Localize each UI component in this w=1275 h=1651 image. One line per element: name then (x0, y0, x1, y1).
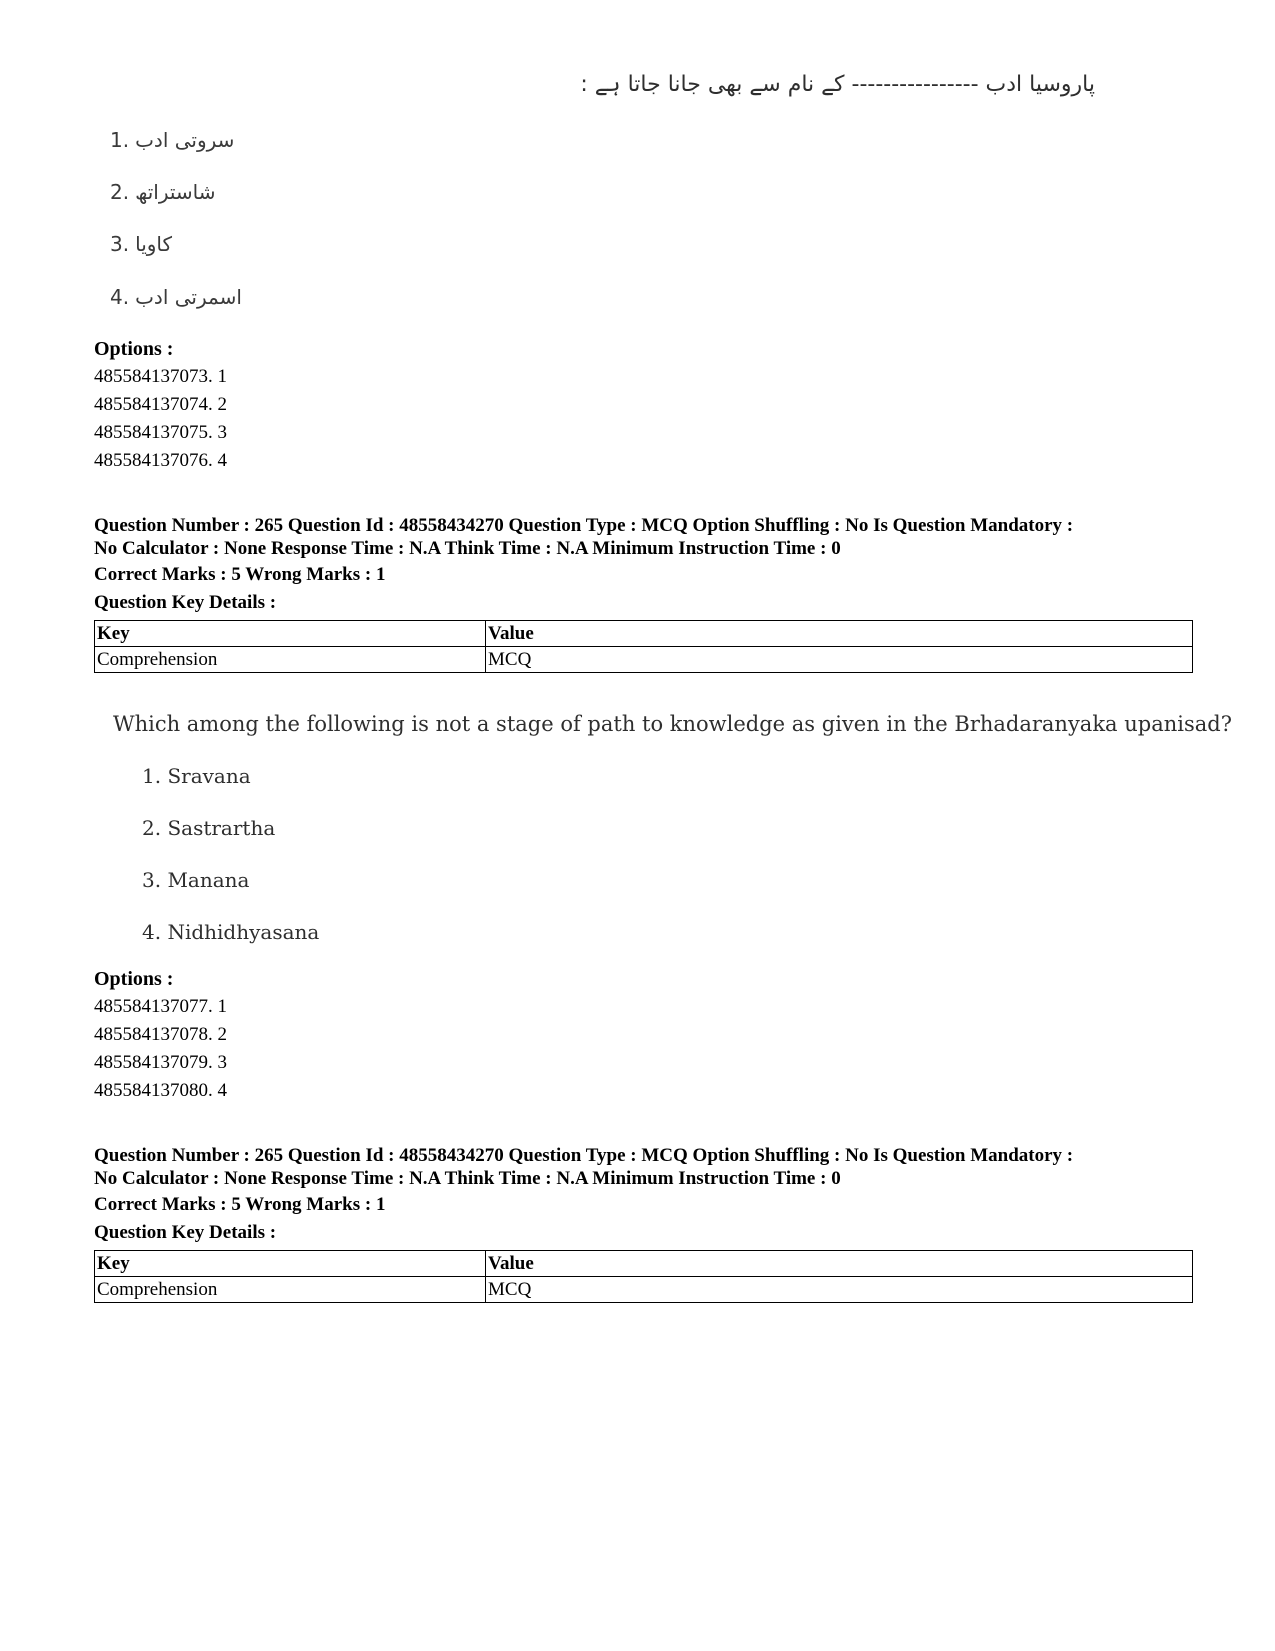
header-value: Value (486, 1251, 1193, 1277)
key-details-table (94, 620, 1193, 673)
option-id-line: 485584137077. 1 (94, 996, 227, 1017)
options-label: Options : (94, 968, 174, 990)
choice-number: 2. (110, 180, 130, 204)
table-row (95, 1277, 1193, 1303)
option-id-line: 485584137075. 3 (94, 422, 227, 443)
metadata-line-1: Question Number : 265 Question Id : 48558434270 Question Type : MCQ Option Shuffling : No Is Question Mandatory : (94, 1145, 1074, 1166)
cell-value: MCQ (486, 647, 1193, 673)
table-header-row (95, 1251, 1193, 1277)
english-question-text: Which among the following is not a stage of path to knowledge as given in the Brhadaranyaka upanisad? (113, 712, 1232, 736)
metadata-line-2: No Calculator : None Response Time : N.A Think Time : N.A Minimum Instruction Time : 0 (94, 1168, 841, 1189)
cell-value: MCQ (486, 1277, 1193, 1303)
header-key: Key (95, 1251, 486, 1277)
table-row (95, 647, 1193, 673)
cell-key: Comprehension (95, 647, 486, 673)
urdu-choice-1 (110, 128, 234, 152)
header-key: Key (95, 621, 486, 647)
option-id-line: 485584137078. 2 (94, 1024, 227, 1045)
question-metadata (94, 514, 1204, 560)
english-choice-3: 3. Manana (142, 868, 250, 892)
key-details-table (94, 1250, 1193, 1303)
urdu-choice-2 (110, 180, 216, 204)
english-choice-1: 1. Sravana (142, 764, 251, 788)
choice-number: 1. (110, 128, 130, 152)
cell-key: Comprehension (95, 1277, 486, 1303)
option-id-line: 485584137079. 3 (94, 1052, 227, 1073)
choice-number: 4. (110, 285, 130, 309)
choice-text: سروتی ادب (135, 128, 235, 152)
option-id-line: 485584137073. 1 (94, 366, 227, 387)
key-details-label: Question Key Details : (94, 592, 277, 613)
option-id-line: 485584137076. 4 (94, 450, 227, 471)
question-metadata (94, 1144, 1204, 1190)
key-details-label: Question Key Details : (94, 1222, 277, 1243)
metadata-line-2: No Calculator : None Response Time : N.A Think Time : N.A Minimum Instruction Time : 0 (94, 538, 841, 559)
choice-text: کاویا (135, 232, 173, 256)
table-header-row (95, 621, 1193, 647)
option-id-line: 485584137074. 2 (94, 394, 227, 415)
choice-text: شاستراتھ (135, 180, 216, 204)
option-id-line: 485584137080. 4 (94, 1080, 227, 1101)
marks-line: Correct Marks : 5 Wrong Marks : 1 (94, 1194, 386, 1215)
urdu-choice-3 (110, 232, 172, 256)
choice-text: اسمرتی ادب (135, 285, 242, 309)
marks-line: Correct Marks : 5 Wrong Marks : 1 (94, 564, 386, 585)
english-choice-2: 2. Sastrartha (142, 816, 276, 840)
metadata-line-1: Question Number : 265 Question Id : 48558434270 Question Type : MCQ Option Shuffling : No Is Question Mandatory : (94, 515, 1074, 536)
header-value: Value (486, 621, 1193, 647)
english-choice-4: 4. Nidhidhyasana (142, 920, 320, 944)
urdu-question-text: پاروسیا ادب ---------------- کے نام سے بھی جانا جاتا ہے : (580, 72, 1095, 97)
choice-number: 3. (110, 232, 130, 256)
urdu-choice-4 (110, 285, 242, 309)
options-label: Options : (94, 338, 174, 360)
